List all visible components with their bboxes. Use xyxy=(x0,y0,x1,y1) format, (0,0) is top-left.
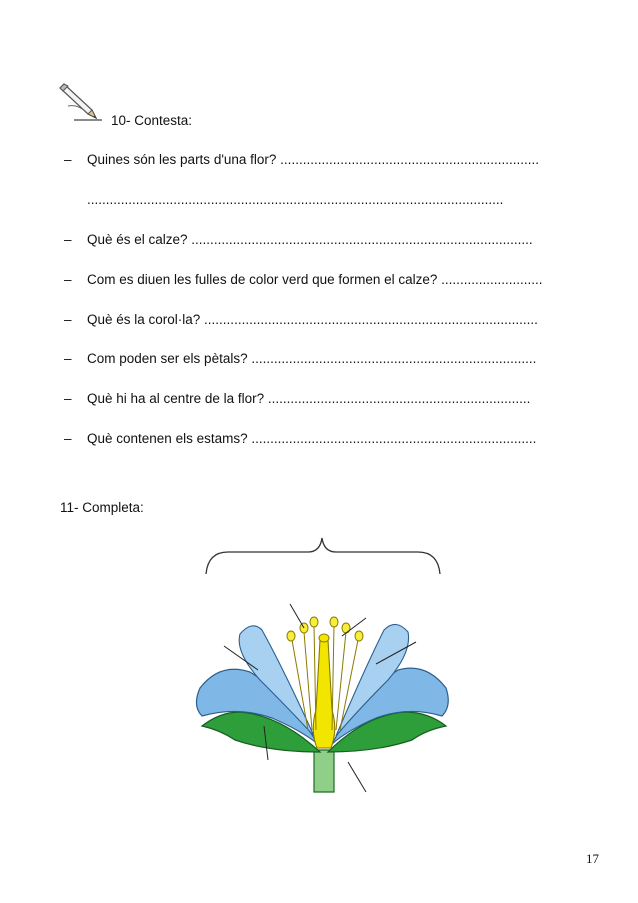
brace-icon xyxy=(206,538,440,574)
question-parts-of-flower: – Quines són les parts d'una flor? ..................................................................... xyxy=(64,152,539,167)
question-calyx: – Què és el calze? ........................................................................................... xyxy=(64,232,533,247)
question-stamens: – Què contenen els estams? ............................................................................ xyxy=(64,431,537,446)
pencil-icon xyxy=(58,78,106,122)
pistil xyxy=(313,640,335,748)
flower-parts-diagram xyxy=(180,530,460,800)
stem xyxy=(314,750,334,792)
question-corolla: – Què és la corol·la? ......................................................................................... xyxy=(64,312,538,327)
answer-line-continuation: ............................................................................................................... xyxy=(87,192,504,207)
section-11-title: 11- Completa: xyxy=(60,500,144,515)
question-petals: – Com poden ser els pètals? ............................................................................ xyxy=(64,351,537,366)
section-10-title: 10- Contesta: xyxy=(111,113,193,128)
page-number: 17 xyxy=(586,851,599,866)
question-flower-center: – Què hi ha al centre de la flor? ...................................................................... xyxy=(64,391,531,406)
question-sepals: – Com es diuen les fulles de color verd que formen el calze? ........................... xyxy=(64,272,543,287)
